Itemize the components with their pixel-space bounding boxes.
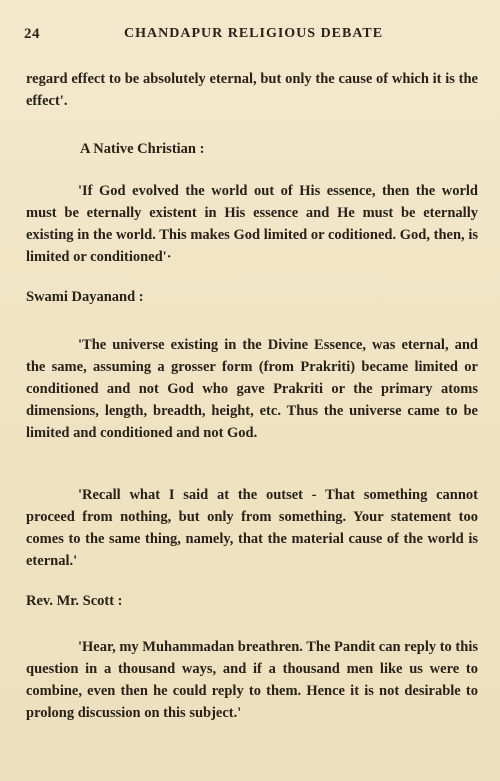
page-number: 24 <box>24 26 40 42</box>
speaker-heading-native-christian: A Native Christian : <box>80 141 205 157</box>
paragraph-text: regard effect to be absolutely eternal, but only the cause of which it is the effect'. <box>26 71 478 109</box>
paragraph-dayanand-2 <box>26 484 478 572</box>
paragraph-text: 'The universe existing in the Divine Essence, was eternal, and the same, assuming a grosser form (from Prakriti) became limited or conditioned and not God who gave Prakriti or the primary atoms dimensions, length, breadth, height, etc. Thus the universe came to be limited and conditioned and not God. <box>26 337 478 441</box>
page-header <box>24 26 476 48</box>
paragraph-text: 'Hear, my Muhammadan breathren. The Pandit can reply to this question in a thousand ways, and if a thousand men like us were to combine, even then he could reply to them. Hence it is not desirable to prolong discussion on this subject.' <box>26 639 478 721</box>
paragraph-rev-scott <box>26 636 478 724</box>
speaker-heading-rev-scott: Rev. Mr. Scott : <box>26 593 123 609</box>
paragraph-text: 'If God evolved the world out of His essence, then the world must be eternally existent in His essence and He must be eternally existing in the world. This makes God limited or coditioned. God, then, is limited or conditioned'· <box>26 183 478 265</box>
paragraph-text: 'Recall what I said at the outset - That something cannot proceed from nothing, but only from something. Your statement too comes to the same thing, namely, that the material cause of the world is eternal.' <box>26 487 478 569</box>
paragraph-native-christian <box>26 180 478 268</box>
paragraph-continuation <box>26 68 478 112</box>
speaker-heading-swami-dayanand: Swami Dayanand : <box>26 289 144 305</box>
running-title: CHANDAPUR RELIGIOUS DEBATE <box>124 26 384 41</box>
paragraph-dayanand-1 <box>26 334 478 444</box>
